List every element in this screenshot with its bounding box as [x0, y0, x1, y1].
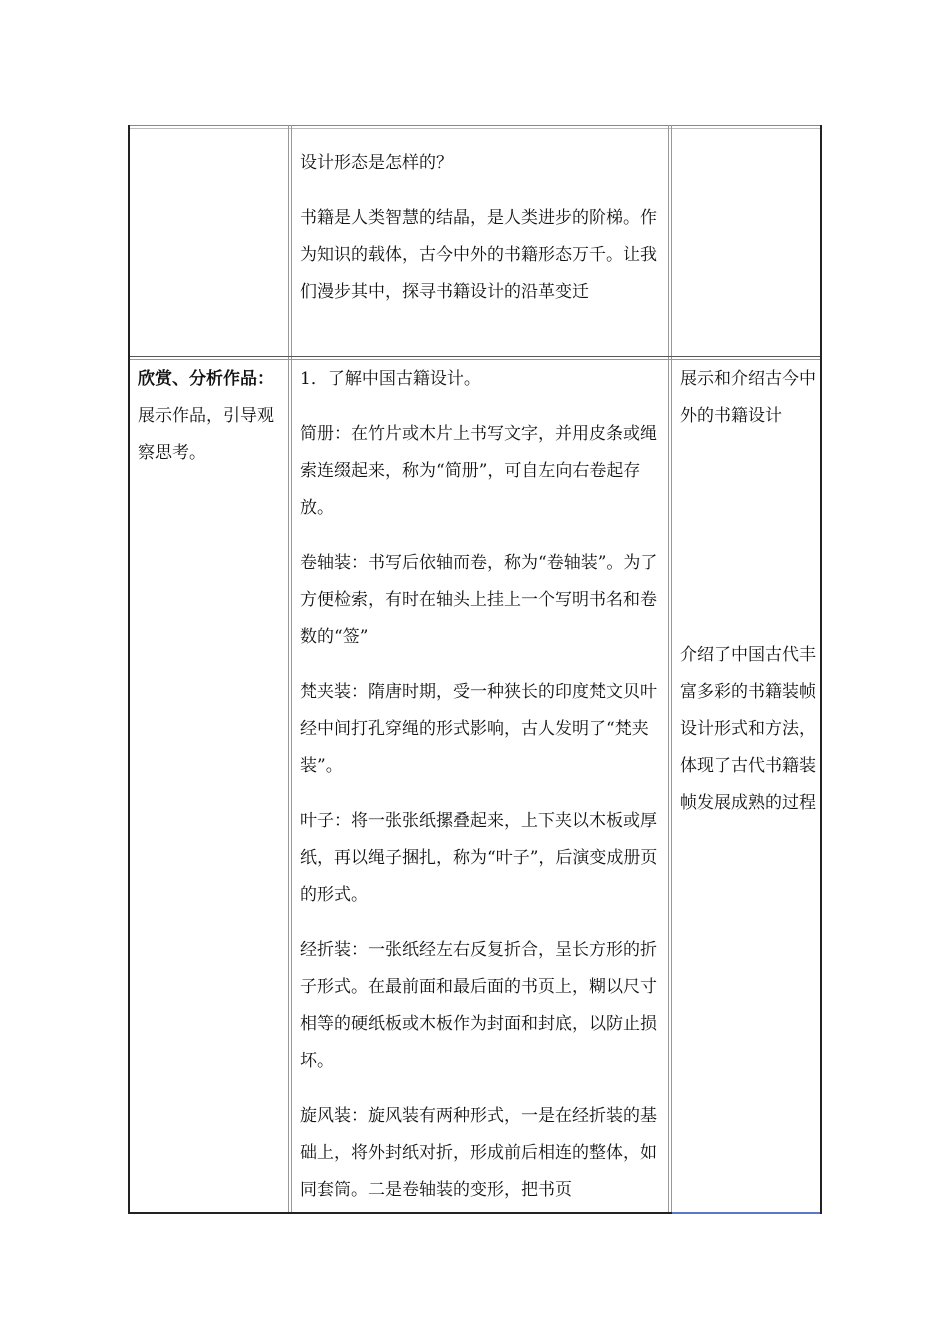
row2-activity-cell	[138, 361, 286, 472]
intent-paragraph: 展示和介绍古今中外的书籍设计	[680, 369, 816, 426]
content-paragraph: 1．了解中国古籍设计。	[300, 369, 481, 389]
content-paragraph: 经折装：一张纸经左右反复折合，呈长方形的折子形式。在最前面和最后面的书页上，糊以尺寸相等的硬纸板或木板作为封面和封底，以防止损坏。	[300, 940, 657, 1071]
row1-content-cell	[300, 145, 662, 311]
intent-paragraph: 介绍了中国古代丰富多彩的书籍装帧设计形式和方法，体现了古代书籍装帧发展成熟的过程	[680, 645, 816, 813]
row-divider	[130, 356, 820, 360]
table-top-border	[130, 125, 820, 129]
content-paragraph: 叶子：将一张张纸摞叠起来，上下夹以木板或厚纸，再以绳子捆扎，称为“叶子”，后演变成册页的形式。	[300, 811, 658, 905]
column-divider-2	[668, 125, 672, 1212]
column-divider-1	[288, 125, 292, 1212]
cell-bottom-highlight	[672, 1212, 820, 1214]
activity-text: 展示作品，引导观察思考。	[138, 406, 274, 463]
content-paragraph: 简册：在竹片或木片上书写文字，并用皮条或绳索连缀起来，称为“简册”，可自左向右卷起存放。	[300, 424, 657, 518]
content-paragraph: 卷轴装：书写后依轴而卷，称为“卷轴装”。为了方便检索，有时在轴头上挂上一个写明书名和卷数的“签”	[300, 553, 658, 647]
content-paragraph: 旋风装：旋风装有两种形式，一是在经折装的基础上，将外封纸对折，形成前后相连的整体，如同套筒。二是卷轴装的变形，把书页	[300, 1106, 657, 1200]
row1-paragraph: 设计形态是怎样的？	[300, 153, 453, 173]
row2-content-cell	[300, 361, 664, 1209]
row2-intent-cell	[680, 361, 820, 822]
row1-paragraph: 书籍是人类智慧的结晶，是人类进步的阶梯。作为知识的载体，古今中外的书籍形态万千。让我们漫步其中，探寻书籍设计的沿革变迁	[300, 208, 657, 302]
content-paragraph: 梵夹装：隋唐时期，受一种狭长的印度梵文贝叶经中间打孔穿绳的形式影响，古人发明了“梵夹装”。	[300, 682, 657, 776]
activity-heading: 欣赏、分析作品：	[138, 369, 274, 389]
lesson-plan-table	[128, 125, 822, 1214]
